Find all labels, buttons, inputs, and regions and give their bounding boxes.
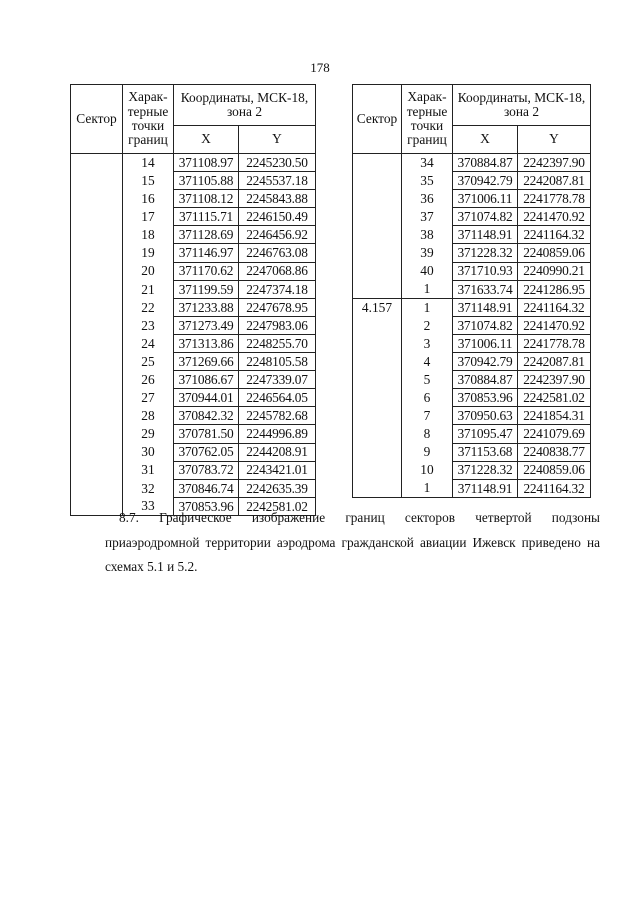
point-cell: 1 xyxy=(402,280,453,298)
y-coordinate-cell: 2245230.50 xyxy=(239,154,316,172)
point-cell: 34 xyxy=(402,154,453,172)
coordinates-table-right xyxy=(352,84,591,498)
point-cell: 28 xyxy=(123,407,174,425)
x-coordinate-cell: 371006.11 xyxy=(453,334,518,352)
y-coordinate-cell: 2241079.69 xyxy=(518,425,591,443)
point-cell: 29 xyxy=(123,425,174,443)
y-coordinate-cell: 2240859.06 xyxy=(518,244,591,262)
x-coordinate-cell: 371313.86 xyxy=(174,334,239,352)
y-coordinate-cell: 2242397.90 xyxy=(518,371,591,389)
point-cell: 40 xyxy=(402,262,453,280)
point-cell: 22 xyxy=(123,298,174,316)
point-cell: 32 xyxy=(123,479,174,497)
x-coordinate-cell: 371115.71 xyxy=(174,208,239,226)
y-coordinate-cell: 2245843.88 xyxy=(239,190,316,208)
x-coordinate-cell: 371095.47 xyxy=(453,425,518,443)
x-coordinate-cell: 371074.82 xyxy=(453,208,518,226)
point-cell: 17 xyxy=(123,208,174,226)
header-x: X xyxy=(174,126,239,154)
header-sector: Сектор xyxy=(353,85,402,154)
point-cell: 1 xyxy=(402,298,453,316)
y-coordinate-cell: 2242087.81 xyxy=(518,172,591,190)
x-coordinate-cell: 371269.66 xyxy=(174,353,239,371)
y-coordinate-cell: 2246456.92 xyxy=(239,226,316,244)
header-points: Харак-терные точки границ xyxy=(402,85,453,154)
point-cell: 37 xyxy=(402,208,453,226)
y-coordinate-cell: 2247068.86 xyxy=(239,262,316,280)
y-coordinate-cell: 2241854.31 xyxy=(518,407,591,425)
point-cell: 7 xyxy=(402,407,453,425)
point-cell: 8 xyxy=(402,425,453,443)
x-coordinate-cell: 370942.79 xyxy=(453,172,518,190)
point-cell: 25 xyxy=(123,353,174,371)
header-coordinates: Координаты, МСК-18, зона 2 xyxy=(174,85,316,126)
sector-cell: 4.157 xyxy=(353,298,402,497)
point-cell: 27 xyxy=(123,389,174,407)
x-coordinate-cell: 371170.62 xyxy=(174,262,239,280)
x-coordinate-cell: 370884.87 xyxy=(453,154,518,172)
coordinates-table-left xyxy=(70,84,316,516)
point-cell: 14 xyxy=(123,154,174,172)
y-coordinate-cell: 2246564.05 xyxy=(239,389,316,407)
y-coordinate-cell: 2246150.49 xyxy=(239,208,316,226)
y-coordinate-cell: 2245782.68 xyxy=(239,407,316,425)
point-cell: 1 xyxy=(402,479,453,497)
x-coordinate-cell: 371146.97 xyxy=(174,244,239,262)
x-coordinate-cell: 371148.91 xyxy=(453,479,518,497)
x-coordinate-cell: 370944.01 xyxy=(174,389,239,407)
y-coordinate-cell: 2240990.21 xyxy=(518,262,591,280)
point-cell: 3 xyxy=(402,334,453,352)
y-coordinate-cell: 2240838.77 xyxy=(518,443,591,461)
x-coordinate-cell: 371153.68 xyxy=(453,443,518,461)
y-coordinate-cell: 2241164.32 xyxy=(518,226,591,244)
x-coordinate-cell: 370853.96 xyxy=(453,389,518,407)
x-coordinate-cell: 371228.32 xyxy=(453,244,518,262)
x-coordinate-cell: 371148.91 xyxy=(453,226,518,244)
x-coordinate-cell: 371105.88 xyxy=(174,172,239,190)
header-coordinates: Координаты, МСК-18, зона 2 xyxy=(453,85,591,126)
paragraph-first-line: 8.7. Графическое изображение границ секторов четвертой подзоны xyxy=(119,510,600,525)
point-cell: 6 xyxy=(402,389,453,407)
point-cell: 35 xyxy=(402,172,453,190)
point-cell: 9 xyxy=(402,443,453,461)
point-cell: 31 xyxy=(123,461,174,479)
x-coordinate-cell: 371633.74 xyxy=(453,280,518,298)
table-row xyxy=(353,154,591,172)
point-cell: 15 xyxy=(123,172,174,190)
x-coordinate-cell: 370842.32 xyxy=(174,407,239,425)
point-cell: 2 xyxy=(402,316,453,334)
y-coordinate-cell: 2244208.91 xyxy=(239,443,316,461)
point-cell: 4 xyxy=(402,353,453,371)
y-coordinate-cell: 2241164.32 xyxy=(518,298,591,316)
y-coordinate-cell: 2248105.58 xyxy=(239,353,316,371)
x-coordinate-cell: 371086.67 xyxy=(174,371,239,389)
point-cell: 24 xyxy=(123,334,174,352)
y-coordinate-cell: 2242581.02 xyxy=(518,389,591,407)
x-coordinate-cell: 371233.88 xyxy=(174,298,239,316)
point-cell: 5 xyxy=(402,371,453,389)
y-coordinate-cell: 2248255.70 xyxy=(239,334,316,352)
header-x: X xyxy=(453,126,518,154)
y-coordinate-cell: 2244996.89 xyxy=(239,425,316,443)
point-cell: 21 xyxy=(123,280,174,298)
x-coordinate-cell: 370942.79 xyxy=(453,353,518,371)
point-cell: 19 xyxy=(123,244,174,262)
x-coordinate-cell: 370950.63 xyxy=(453,407,518,425)
x-coordinate-cell: 370884.87 xyxy=(453,371,518,389)
x-coordinate-cell: 371128.69 xyxy=(174,226,239,244)
y-coordinate-cell: 2241470.92 xyxy=(518,208,591,226)
x-coordinate-cell: 371148.91 xyxy=(453,298,518,316)
y-coordinate-cell: 2240859.06 xyxy=(518,461,591,479)
x-coordinate-cell: 370783.72 xyxy=(174,461,239,479)
y-coordinate-cell: 2242581.02 xyxy=(239,497,316,515)
x-coordinate-cell: 371228.32 xyxy=(453,461,518,479)
point-cell: 26 xyxy=(123,371,174,389)
body-paragraph xyxy=(105,506,600,580)
y-coordinate-cell: 2242397.90 xyxy=(518,154,591,172)
sector-cell xyxy=(71,154,123,516)
header-y: Y xyxy=(239,126,316,154)
x-coordinate-cell: 371006.11 xyxy=(453,190,518,208)
point-cell: 16 xyxy=(123,190,174,208)
y-coordinate-cell: 2241286.95 xyxy=(518,280,591,298)
y-coordinate-cell: 2241470.92 xyxy=(518,316,591,334)
point-cell: 33 xyxy=(123,497,174,515)
page-number: 178 xyxy=(310,60,330,75)
x-coordinate-cell: 371108.97 xyxy=(174,154,239,172)
y-coordinate-cell: 2242087.81 xyxy=(518,353,591,371)
y-coordinate-cell: 2247678.95 xyxy=(239,298,316,316)
y-coordinate-cell: 2246763.08 xyxy=(239,244,316,262)
point-cell: 36 xyxy=(402,190,453,208)
x-coordinate-cell: 371273.49 xyxy=(174,316,239,334)
point-cell: 30 xyxy=(123,443,174,461)
point-cell: 38 xyxy=(402,226,453,244)
point-cell: 23 xyxy=(123,316,174,334)
point-cell: 18 xyxy=(123,226,174,244)
y-coordinate-cell: 2241164.32 xyxy=(518,479,591,497)
y-coordinate-cell: 2247374.18 xyxy=(239,280,316,298)
x-coordinate-cell: 371199.59 xyxy=(174,280,239,298)
x-coordinate-cell: 371074.82 xyxy=(453,316,518,334)
x-coordinate-cell: 370762.05 xyxy=(174,443,239,461)
point-cell: 39 xyxy=(402,244,453,262)
x-coordinate-cell: 371108.12 xyxy=(174,190,239,208)
sector-cell xyxy=(353,154,402,299)
y-coordinate-cell: 2241778.78 xyxy=(518,190,591,208)
y-coordinate-cell: 2245537.18 xyxy=(239,172,316,190)
y-coordinate-cell: 2247983.06 xyxy=(239,316,316,334)
x-coordinate-cell: 370853.96 xyxy=(174,497,239,515)
x-coordinate-cell: 370781.50 xyxy=(174,425,239,443)
point-cell: 10 xyxy=(402,461,453,479)
header-y: Y xyxy=(518,126,591,154)
header-sector: Сектор xyxy=(71,85,123,154)
point-cell: 20 xyxy=(123,262,174,280)
table-row xyxy=(353,298,591,316)
y-coordinate-cell: 2243421.01 xyxy=(239,461,316,479)
x-coordinate-cell: 370846.74 xyxy=(174,479,239,497)
header-points: Харак-терные точки границ xyxy=(123,85,174,154)
table-row xyxy=(71,154,316,172)
x-coordinate-cell: 371710.93 xyxy=(453,262,518,280)
y-coordinate-cell: 2241778.78 xyxy=(518,334,591,352)
paragraph-continuation: приаэродромной территории аэродрома гражданской авиации Ижевск приведено на схемах 5.1 и 5.2. xyxy=(105,534,600,574)
y-coordinate-cell: 2247339.07 xyxy=(239,371,316,389)
y-coordinate-cell: 2242635.39 xyxy=(239,479,316,497)
